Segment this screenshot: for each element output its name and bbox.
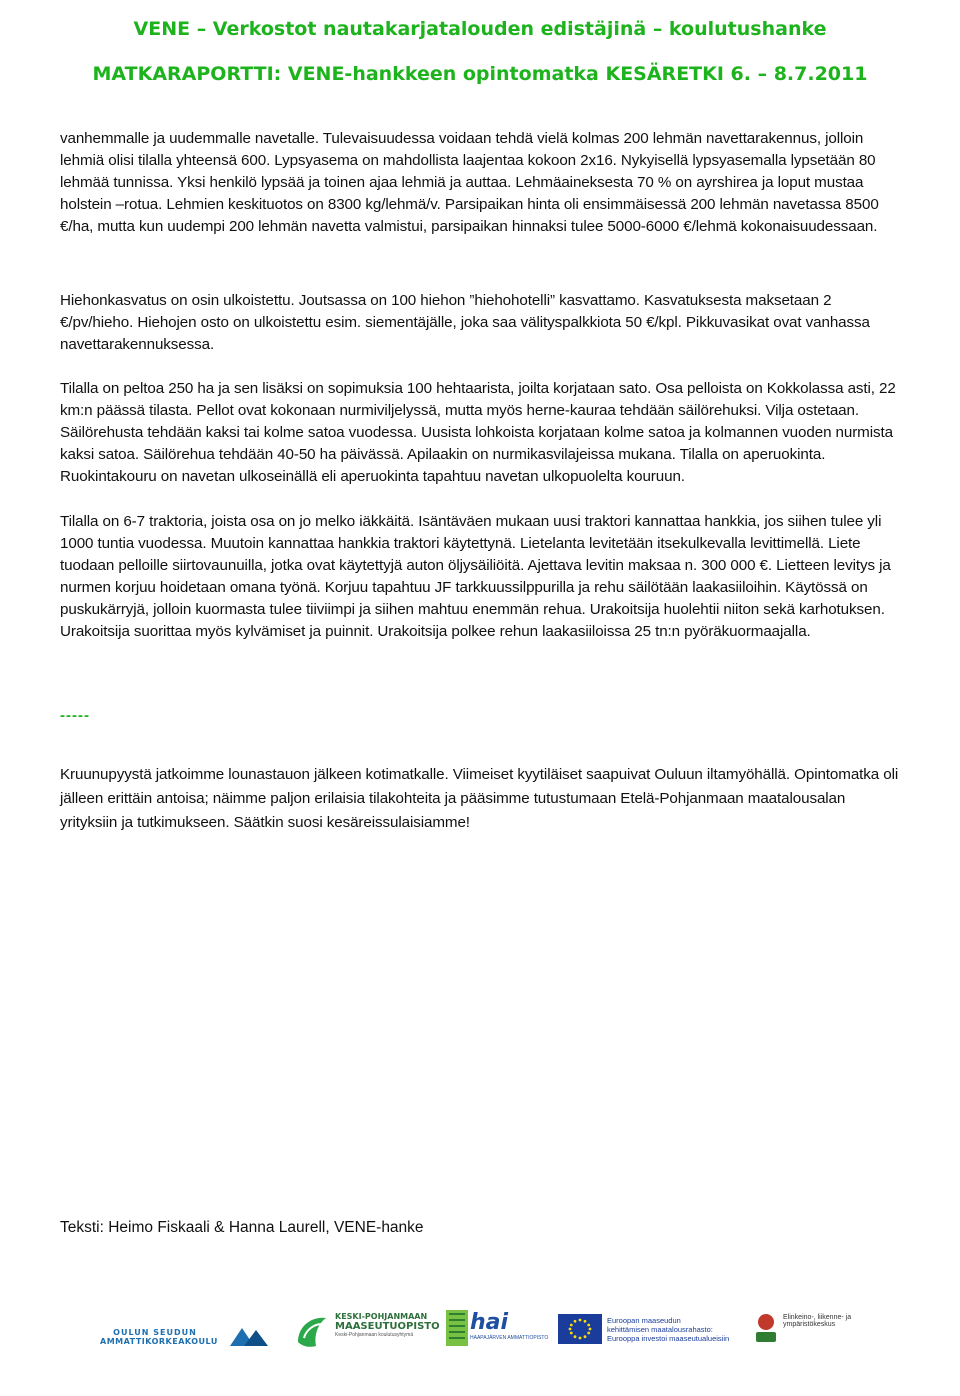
hai-pattern-icon: [446, 1310, 468, 1346]
ely-emblem-icon: [752, 1312, 780, 1346]
ely-logo: [783, 1314, 873, 1328]
hai-logo-mark: hai: [470, 1310, 509, 1335]
eu-fund-logo: [607, 1316, 747, 1343]
header-subtitle: MATKARAPORTTI: VENE-hankkeen opintomatka KESÄRETKI 6. – 8.7.2011: [92, 63, 868, 85]
paragraph-return-trip: Kruunupyystä jatkoimme lounastauon jälkeen kotimatkalle. Viimeiset kyytiläiset saapuivat Ouluun iltamyöhällä. Opintomatka oli jälleen erittäin antoisa; näimme paljon erilaisia tilakohteita ja pääsimme tutustumaan Etelä-Pohjanmaan maatalousalan yrityksiin ja tutkimukseen. Säätkin suosi kesäreissulaisiamme!: [60, 766, 899, 831]
kp-logo-line1: KESKI-POHJANMAAN: [335, 1312, 428, 1321]
paragraph-dairy: vanhemmalle ja uudemmalle navetalle. Tulevaisuudessa voidaan tehdä vielä kolmas 200 lehmän navettarakennus, jolloin lehmiä olisi tilalla yhteensä 600. Lypsyasema on mahdollista laajentaa kokoon 2x16. Nykyisellä lypsyasemalla lypsetään 80 lehmää tunnissa. Yksi henkilö lypsää ja toinen ajaa lehmiä ja auttaa. Lehmäaineksesta 70 % on ayrshirea ja loput mustaa holstein –rotua. Lehmien keskituotos on 8300 kg/lehmä/v. Parsipaikan hinta oli ensimmäisessä 200 lehmän navetassa 8500 €/ha, mutta kun uudempi 200 lehmän navetta valmistui, parsipaikan hinnaksi tulee 5000-6000 €/lehmä kokonaisuudessaan.: [60, 130, 879, 236]
eu-flag-icon: [558, 1314, 602, 1344]
header-title: VENE – Verkostot nautakarjatalouden edistäjinä – koulutushanke: [133, 18, 827, 40]
ely-line1: Elinkeino-, liikenne- ja: [783, 1314, 852, 1321]
paragraph-tractors: Tilalla on 6-7 traktoria, joista osa on jo melko iäkkäitä. Isäntäväen mukaan uusi traktori kannattaa hankkia, jos siihen tulee yli 1000 tuntia vuodessa. Muutoin kannattaa hankkia traktori käytettynä. Lietelanta levitetään itsekulkevalla levittimellä. Liete tuodaan pelloille siirtovaunuilla, jotka ovat käytettyjä auton öljysäiliöitä. Ajettava levitin maksaa n. 300 000 €. Lietteen levitys ja nurmen korjuu hoidetaan omana työnä. Korjuu tapahtuu JF tarkkuussilppurilla ja rehu säilötään laakasiiloihin. Käytössä on puskukärryjä, jolloin kuormasta tulee tiiviimpi ja siihen mahtuu enemmän rehua. Urakoitsija huolehtii niiton sekä karhotuksen. Urakoitsija suorittaa myös kylvämiset ja puinnit. Urakoitsija polkee rehun laakasiiloissa 25 tn:n pyöräkuormaajalla.: [60, 513, 891, 641]
oamk-logo-line2: AMMATTIKORKEAKOULU: [100, 1337, 218, 1346]
eu-fund-line2: kehittämisen maatalousrahasto:: [607, 1325, 713, 1334]
author-credit: Teksti: Heimo Fiskaali & Hanna Laurell, VENE-hanke: [60, 1219, 424, 1236]
paragraph-heifers: Hiehonkasvatus on osin ulkoistettu. Joutsassa on 100 hiehon ”hiehohotelli” kasvattamo. Kasvatuksesta maksetaan 2 €/pv/hieho. Hiehojen osto on ulkoistettu esim. siementäjälle, joka saa välityspalkkiota 50 €/kpl. Pikkuvasikat ovat vanhassa navettarakennuksessa.: [60, 292, 870, 354]
eu-fund-line1: Euroopan maaseudun: [607, 1316, 681, 1325]
leaf-swirl-icon: [292, 1312, 330, 1350]
kp-logo-line2: MAASEUTUOPISTO: [335, 1321, 440, 1332]
kp-maaseutuopisto-logo: [335, 1312, 440, 1338]
oamk-mark-icon: [228, 1322, 270, 1350]
eu-fund-line3: Eurooppa investoi maaseutualueisiin: [607, 1334, 730, 1343]
ely-line2: ympäristökeskus: [783, 1321, 836, 1328]
section-separator: -----: [60, 707, 90, 724]
hai-logo-sub: HAAPAJÄRVEN AMMATTIOPISTO: [470, 1335, 549, 1341]
oamk-logo: [100, 1328, 218, 1346]
hai-logo: [470, 1310, 550, 1341]
paragraph-fields: Tilalla on peltoa 250 ha ja sen lisäksi on sopimuksia 100 hehtaarista, joilta korjataan sato. Osa pelloista on Kokkolassa asti, 22 km:n päässä tilasta. Pellot ovat kokonaan nurmiviljelyssä, mutta myös herne-kauraa tehdään säilörehuksi. Vilja ostetaan. Säilörehusta tehdään kaksi tai kolme satoa vuodessa. Uusista lohkoista korjataan kolme satoa ja kolmannen vuoden nurmista kaksi satoa. Säilörehua tehdään 40-50 ha päivässä. Apilaakin on nurmikasvilajeissa mukana. Tilalla on aperuokinta. Ruokintakouru on navetan ulkoseinällä eli aperuokinta tapahtuu navetan ulkopuolelta kouruun.: [60, 380, 896, 486]
kp-logo-line3: Keski-Pohjanmaan koulutusyhtymä: [335, 1332, 414, 1338]
oamk-logo-line1: OULUN SEUDUN: [113, 1328, 197, 1337]
sponsor-logo-strip: [0, 1300, 960, 1370]
